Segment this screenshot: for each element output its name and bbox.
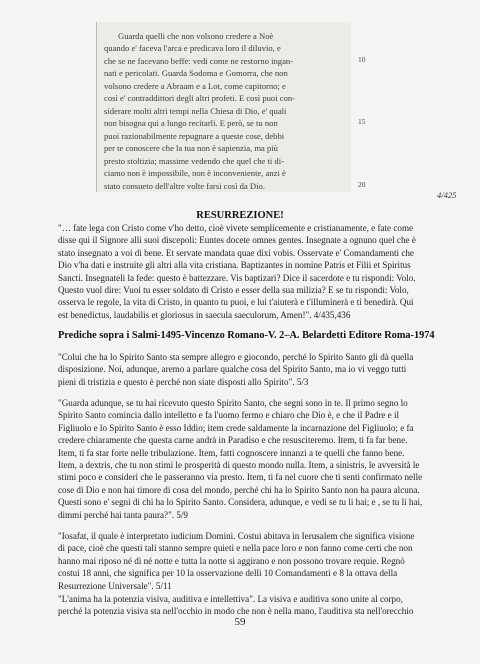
text-line: Item, ti fa star forte nelle tribulazione. Item, fatti cognoscere innanzi a te quelli che fanno bene. [58,447,405,458]
line-number: 15 [358,117,366,126]
text-line: di pace, cioè che questi tali stanno sempre quieti e nella pace loro e non fanno come certi che non [58,543,413,554]
quote-paragraph-4 [58,593,472,618]
scan-line: puoi razionabilmente repugnare a queste cose, debbi [104,131,285,141]
text-line: Spirito Santo comincia dallo intelletto e fa l'uomo fermo e chiaro che Dio è, e che il Padre e il [58,410,400,421]
source-reference: 4/425 [437,190,457,200]
text-line: disse qui il Signore alli suoi discepoli: Euntes docete omnes gentes. Insegnate a ognuno quel che è [58,235,416,246]
quote-paragraph-2 [58,397,472,521]
text-line: "Guarda adunque, se tu hai ricevuto questo Spirito Santo, che segni sono in te. Il primo segno lo [58,398,408,408]
section-heading-resurrezione: RESURREZIONE! [196,210,284,221]
text-line: Resurrezione Universale". 5/11 [58,580,172,591]
text-line: Item, a dextris, che tu non stimi le prosperità di questo mondo nulla. Item, a sinistris, le avversità le [58,460,420,471]
text-line: perché la potenzia visiva sta nell'occhio in modo che non è nella mano, l'auditiva sta nell'orecchio [58,606,414,617]
scan-line: nati e pericolati. Guarda Sodoma e Gomorra, che non [104,68,288,78]
text-line: est benedictus, laudabilis et gloriosus in saecula saeculorum, Amen!". 4/435,436 [58,309,351,320]
text-line: "Iosafat, il quale è interpretato iudicium Domini. Costui abitava in Ierusalem che significa visione [58,531,415,541]
text-line: cose di Dio e non hai timore di cosa del mondo, perché chi ha lo Spirito Santo non ha paura alcuna. [58,484,420,495]
quote-paragraph-1 [58,351,472,388]
scan-line: siderare molti altri tempi nella Chiesa di Dio, e' quali [104,106,287,116]
scan-line: ciamo non è impossibile, non è inconveniente, anzi è [104,168,286,178]
scan-line: stato consueto dell'altre volte farsi così da Dio. [104,181,265,191]
text-line: Questo vuol dire: Vuoi tu esser soldato di Cristo e esser della sua milizia? E se tu rispondi: Volo, [58,285,409,296]
text-line: disposizione. Noi, adunque, aremo a parlare qualche cosa del Spirito Santo, ma io vi veggo tutti [58,364,407,375]
scan-line: Guarda quelli che non volsono credere a Noè [118,31,274,41]
text-line: Questi sono e' segni di chi ha lo Spirito Santo. Considera, adunque, e vedi se tu li hai; e , se tu li hai, [58,497,423,508]
text-line: hanno mai riposo né dì né notte e tutta la notte si aggirano e non possono trovare requie. Regnò [58,555,405,566]
text-line: "… fate lega con Cristo come v'ho detto, cioè vivete semplicemente e cristianamente, e fate come [58,223,414,233]
scan-line: non bisogna qui a lungo recitarli. E però, se tu non [104,118,278,128]
page-number: 59 [234,616,246,628]
scan-line: volsono credere a Abraam e a Lot, come capitorno; e [104,81,286,91]
scan-line: per te conoscere che la tua non è sapienzia, ma più [104,143,278,153]
text-line: pieni di tristizia e questo è perché non siate disposti allo Spirito". 5/3 [58,376,309,387]
text-line: Figliuolo e lo Spirito Santo è esso Iddio; item crede saldamente la incarnazione del Figliuolo; e fa [58,422,414,433]
source-section-heading: Prediche sopra i Salmi-1495-Vincenzo Romano-V. 2–A. Belardetti Editore Roma-1974 [58,330,435,341]
line-number: 10 [358,55,366,64]
text-line: "Colui che ha lo Spirito Santo sta sempre allegro e giocondo, perché lo Spirito Santo gli dà quella [58,352,414,362]
quote-paragraph-3 [58,530,472,592]
text-line: stimi poco e consideri che le passeranno via presto. Item, ti fa nel cuore che ti senti confirmato nelle [58,472,423,483]
text-line: Dio v'ha dati e instruite gli altri alla vita cristiana. Baptizantes in nomine Patris et Filii et Spiritus [58,260,411,271]
text-line: osserva le regole, la vita di Cristo, in quanto tu puoi, e lui t'aiuterà e t'illuminerà e ti benedirà. Qui [58,297,414,308]
text-line: credere chiaramente che questa carne andrà in Paradiso e che resusciteremo. Item, ti fa far bene. [58,435,408,446]
resurrection-paragraph [58,222,472,321]
scan-line: che se ne facevano beffe: vedi come ne restorno ingan- [104,56,294,66]
text-line: costui 18 anni, che significa per 10 la osservazione delli 10 Comandamenti e 8 la ottava della [58,568,398,579]
text-line: Sancti. Insegnateli la fede: questo è battezzare. Vis baptizari? Dice il sacerdote e tu rispondi: Volo. [58,272,416,283]
scan-line: presto stoltizia; massime vedendo che quel che ti di- [104,156,284,166]
line-number: 20 [358,180,366,189]
text-line: "L'anima ha la potenzia visiva, auditiva e intellettiva". La visiva e auditiva sono unite al corpo, [58,594,403,604]
text-line: stato insegnato a voi di bene. Et servate mandata quae dixi vobis. Osservate e' Comandamenti che [58,247,414,258]
text-line: dimmi perché hai tanta paura?". 5/9 [58,509,188,520]
scan-line: così e' contraddittori degli altri profeti. E così puoi con- [104,93,296,103]
scan-line: quando e' faceva l'arca e predicava loro il diluvio, e [104,43,281,53]
